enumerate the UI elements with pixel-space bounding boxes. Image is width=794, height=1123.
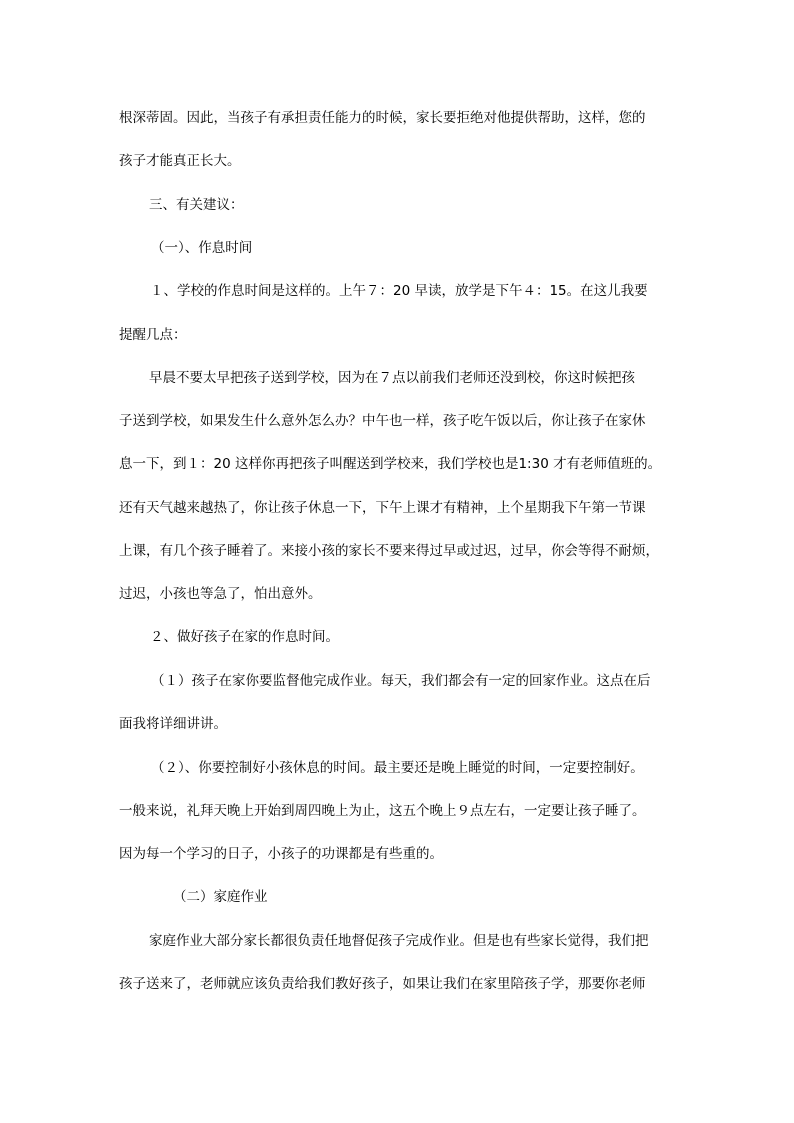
paragraph-line: 上课，有几个孩子睡着了。来接小孩的家长不要来得过早或过迟，过早，你会等得不耐烦， — [119, 543, 659, 559]
paragraph-line: 子送到学校，如果发生什么意外怎么办？中午也一样，孩子吃午饭以后，你让孩子在家休 — [119, 413, 646, 429]
paragraph-line: 家庭作业大部分家长都很负责任地督促孩子完成作业。但是也有些家长觉得，我们把 — [149, 933, 649, 949]
paragraph-line: ２、做好孩子在家的作息时间。 — [150, 629, 339, 645]
paragraph-line: 一般来说，礼拜天晚上开始到周四晚上为止，这五个晚上９点左右，一定要让孩子睡了。 — [119, 803, 646, 819]
paragraph-line: 孩子送来了，老师就应该负责给我们教好孩子，如果让我们在家里陪孩子学，那要你老师 — [119, 976, 646, 992]
subsection-heading: （一）、作息时间 — [151, 240, 253, 256]
paragraph-line: （１）孩子在家你要监督他完成作业。每天，我们都会有一定的回家作业。这点在后 — [151, 673, 651, 689]
paragraph-line: 根深蒂固。因此，当孩子有承担责任能力的时候，家长要拒绝对他提供帮助，这样，您的 — [119, 110, 646, 126]
paragraph-line: 面我将详细讲讲。 — [119, 716, 227, 732]
paragraph-line: 提醒几点： — [119, 327, 187, 343]
section-heading: 三、有关建议： — [149, 197, 244, 213]
paragraph-line: 孩子才能真正长大。 — [119, 153, 241, 169]
paragraph-line: （２）、你要控制好小孩休息的时间。最主要还是晚上睡觉的时间，一定要控制好。 — [151, 760, 644, 776]
paragraph-line: 过迟，小孩也等急了，怕出意外。 — [119, 586, 322, 602]
paragraph-line: 因为每一个学习的日子，小孩子的功课都是有些重的。 — [119, 846, 443, 862]
paragraph-line: 早晨不要太早把孩子送到学校，因为在７点以前我们老师还没到校，你这时候把孩 — [149, 370, 635, 386]
paragraph-line: １、学校的作息时间是这样的。上午７：20 早读，放学是下午４：15。在这儿我要 — [150, 283, 648, 299]
paragraph-line: 息一下，到１：20 这样你再把孩子叫醒送到学校来，我们学校也是1:30 才有老师值班的。 — [119, 456, 662, 472]
subsection-heading: （二）家庭作业 — [173, 889, 268, 905]
paragraph-line: 还有天气越来越热了，你让孩子休息一下，下午上课才有精神，上个星期我下午第一节课 — [119, 500, 646, 516]
